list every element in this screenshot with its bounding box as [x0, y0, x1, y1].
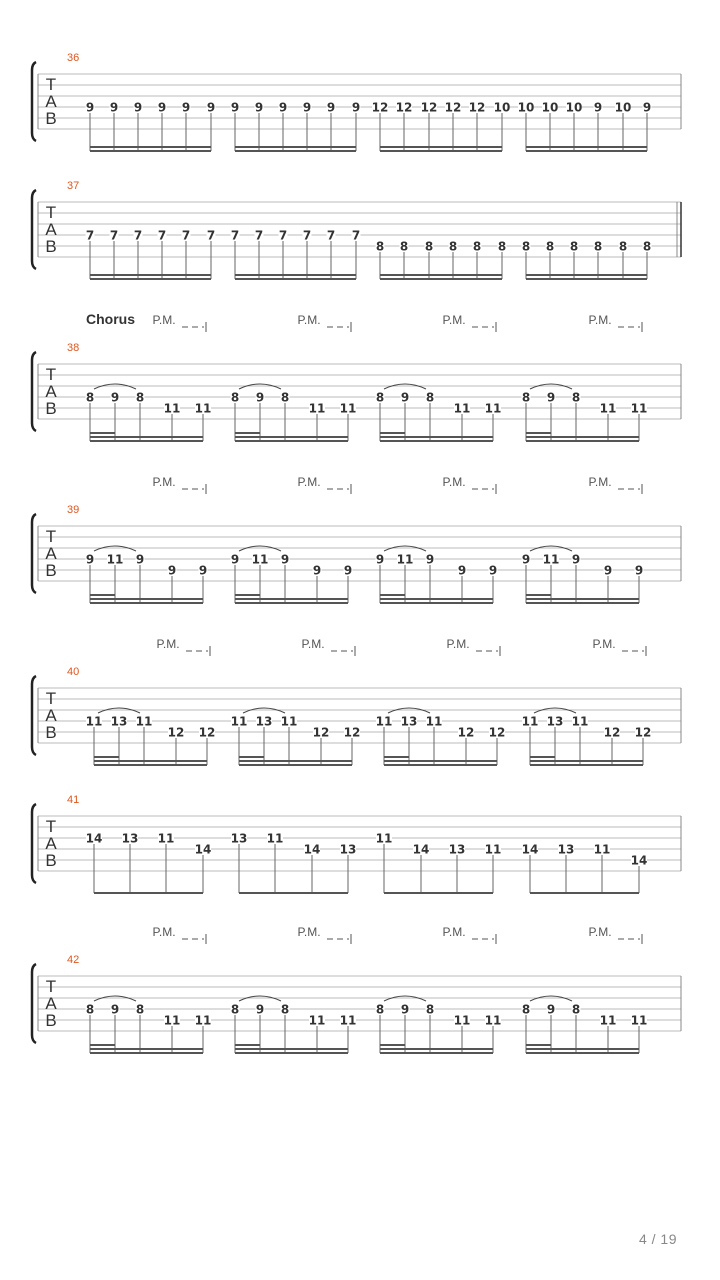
fret-number: 11 [375, 831, 393, 846]
fret-number: 13 [448, 842, 466, 857]
palm-mute-label: P.M. [152, 313, 176, 327]
tab-clef-b: B [45, 561, 57, 580]
page-number: 4 / 19 [638, 1231, 677, 1247]
measure-number: 40 [67, 666, 80, 678]
fret-number: 8 [593, 239, 603, 254]
system-37 [32, 180, 681, 279]
fret-number: 9 [375, 552, 385, 567]
fret-number: 9 [85, 552, 95, 567]
fret-number: 13 [339, 842, 357, 857]
fret-number: 9 [521, 552, 531, 567]
fret-number: 8 [375, 1002, 385, 1017]
fret-number: 9 [302, 100, 312, 115]
fret-number: 10 [541, 100, 559, 115]
fret-number: 11 [339, 1013, 357, 1028]
fret-number: 8 [280, 1002, 290, 1017]
fret-number: 7 [254, 228, 264, 243]
fret-number: 11 [593, 842, 611, 857]
fret-number: 8 [399, 239, 409, 254]
palm-mute-label: P.M. [588, 475, 612, 489]
fret-number: 9 [109, 100, 119, 115]
fret-number: 9 [400, 390, 410, 405]
fret-number: 8 [521, 239, 531, 254]
fret-number: 12 [395, 100, 413, 115]
fret-number: 11 [230, 714, 248, 729]
fret-number: 11 [194, 401, 212, 416]
fret-number: 8 [230, 390, 240, 405]
fret-number: 7 [133, 228, 143, 243]
fret-number: 8 [425, 390, 435, 405]
fret-number: 11 [453, 1013, 471, 1028]
fret-number: 8 [569, 239, 579, 254]
fret-number: 8 [521, 1002, 531, 1017]
fret-number: 14 [412, 842, 430, 857]
fret-number: 11 [599, 401, 617, 416]
fret-number: 9 [488, 563, 498, 578]
system-bracket [32, 62, 36, 141]
fret-number: 9 [593, 100, 603, 115]
fret-number: 7 [278, 228, 288, 243]
fret-number: 11 [308, 1013, 326, 1028]
fret-number: 12 [312, 725, 330, 740]
system-bracket [32, 514, 36, 593]
fret-number: 9 [278, 100, 288, 115]
fret-number: 8 [521, 390, 531, 405]
fret-number: 12 [198, 725, 216, 740]
fret-number: 12 [343, 725, 361, 740]
fret-number: 13 [230, 831, 248, 846]
fret-number: 9 [400, 1002, 410, 1017]
fret-number: 8 [85, 1002, 95, 1017]
fret-number: 12 [603, 725, 621, 740]
palm-mute-label: P.M. [297, 925, 321, 939]
fret-number: 11 [194, 1013, 212, 1028]
fret-number: 8 [642, 239, 652, 254]
fret-number: 9 [85, 100, 95, 115]
palm-mute-label: P.M. [592, 637, 616, 651]
fret-number: 8 [230, 1002, 240, 1017]
fret-number: 11 [308, 401, 326, 416]
fret-number: 9 [230, 100, 240, 115]
palm-mute-label: P.M. [442, 925, 466, 939]
tab-clef-b: B [45, 237, 57, 256]
fret-number: 11 [266, 831, 284, 846]
fret-number: 9 [642, 100, 652, 115]
system-42 [32, 925, 681, 1053]
palm-mute-label: P.M. [588, 313, 612, 327]
fret-number: 8 [571, 390, 581, 405]
tab-clef-a: A [45, 382, 57, 401]
measure-number: 39 [67, 504, 80, 516]
fret-number: 11 [157, 831, 175, 846]
fret-number: 9 [425, 552, 435, 567]
fret-number: 8 [571, 1002, 581, 1017]
tab-clef-b: B [45, 399, 57, 418]
tab-clef-b: B [45, 109, 57, 128]
fret-number: 11 [375, 714, 393, 729]
fret-number: 13 [400, 714, 418, 729]
tab-clef-t: T [45, 977, 57, 996]
fret-number: 12 [634, 725, 652, 740]
palm-mute-label: P.M. [297, 313, 321, 327]
fret-number: 9 [457, 563, 467, 578]
tab-clef-b: B [45, 851, 57, 870]
fret-number: 8 [135, 390, 145, 405]
tab-clef-t: T [45, 365, 57, 384]
tab-clef-t: T [45, 203, 57, 222]
fret-number: 9 [255, 1002, 265, 1017]
fret-number: 8 [280, 390, 290, 405]
system-bracket [32, 676, 36, 755]
fret-number: 10 [614, 100, 632, 115]
fret-number: 12 [167, 725, 185, 740]
fret-number: 13 [546, 714, 564, 729]
measure-number: 42 [67, 954, 80, 966]
fret-number: 14 [303, 842, 321, 857]
tab-clef-t: T [45, 689, 57, 708]
fret-number: 11 [484, 1013, 502, 1028]
fret-number: 9 [634, 563, 644, 578]
fret-number: 14 [630, 853, 648, 868]
fret-number: 9 [326, 100, 336, 115]
fret-number: 11 [251, 552, 269, 567]
fret-number: 7 [351, 228, 361, 243]
fret-number: 7 [326, 228, 336, 243]
fret-number: 7 [157, 228, 167, 243]
palm-mute-label: P.M. [442, 313, 466, 327]
fret-number: 9 [206, 100, 216, 115]
fret-number: 9 [110, 390, 120, 405]
tab-clef-a: A [45, 706, 57, 725]
fret-number: 9 [571, 552, 581, 567]
measure-number: 38 [67, 342, 80, 354]
tab-clef-a: A [45, 220, 57, 239]
fret-number: 10 [493, 100, 511, 115]
fret-number: 12 [371, 100, 389, 115]
fret-number: 11 [484, 401, 502, 416]
fret-number: 8 [472, 239, 482, 254]
fret-number: 11 [135, 714, 153, 729]
fret-number: 9 [133, 100, 143, 115]
fret-number: 8 [424, 239, 434, 254]
palm-mute-label: P.M. [156, 637, 180, 651]
fret-number: 14 [85, 831, 103, 846]
fret-number: 11 [396, 552, 414, 567]
tab-clef-t: T [45, 527, 57, 546]
tab-clef-a: A [45, 544, 57, 563]
fret-number: 8 [375, 239, 385, 254]
tab-clef-a: A [45, 92, 57, 111]
tab-clef-t: T [45, 817, 57, 836]
fret-number: 13 [557, 842, 575, 857]
fret-number: 8 [618, 239, 628, 254]
fret-number: 7 [85, 228, 95, 243]
tab-clef-a: A [45, 834, 57, 853]
fret-number: 9 [198, 563, 208, 578]
fret-number: 9 [110, 1002, 120, 1017]
system-38 [32, 311, 681, 441]
fret-number: 9 [343, 563, 353, 578]
palm-mute-label: P.M. [152, 925, 176, 939]
fret-number: 11 [484, 842, 502, 857]
fret-number: 11 [106, 552, 124, 567]
palm-mute-label: P.M. [152, 475, 176, 489]
fret-number: 11 [542, 552, 560, 567]
fret-number: 12 [444, 100, 462, 115]
fret-number: 8 [425, 1002, 435, 1017]
fret-number: 9 [351, 100, 361, 115]
fret-number: 12 [457, 725, 475, 740]
section-label: Chorus [86, 311, 135, 327]
fret-number: 12 [420, 100, 438, 115]
fret-number: 11 [163, 401, 181, 416]
fret-number: 7 [206, 228, 216, 243]
fret-number: 13 [110, 714, 128, 729]
system-bracket [32, 190, 36, 269]
fret-number: 8 [448, 239, 458, 254]
fret-number: 9 [546, 1002, 556, 1017]
fret-number: 8 [545, 239, 555, 254]
fret-number: 9 [135, 552, 145, 567]
fret-number: 10 [517, 100, 535, 115]
fret-number: 9 [255, 390, 265, 405]
fret-number: 10 [565, 100, 583, 115]
fret-number: 8 [85, 390, 95, 405]
fret-number: 11 [630, 1013, 648, 1028]
system-39 [32, 475, 681, 603]
fret-number: 11 [599, 1013, 617, 1028]
fret-number: 13 [121, 831, 139, 846]
tab-clef-b: B [45, 723, 57, 742]
system-bracket [32, 964, 36, 1043]
fret-number: 9 [280, 552, 290, 567]
fret-number: 9 [254, 100, 264, 115]
fret-number: 9 [312, 563, 322, 578]
system-40 [32, 637, 681, 765]
fret-number: 14 [521, 842, 539, 857]
system-bracket [32, 352, 36, 431]
palm-mute-label: P.M. [442, 475, 466, 489]
fret-number: 11 [630, 401, 648, 416]
palm-mute-label: P.M. [588, 925, 612, 939]
fret-number: 9 [546, 390, 556, 405]
fret-number: 11 [425, 714, 443, 729]
fret-number: 8 [497, 239, 507, 254]
fret-number: 9 [230, 552, 240, 567]
fret-number: 9 [181, 100, 191, 115]
fret-number: 11 [280, 714, 298, 729]
palm-mute-label: P.M. [446, 637, 470, 651]
fret-number: 11 [339, 401, 357, 416]
tab-clef-t: T [45, 75, 57, 94]
fret-number: 11 [453, 401, 471, 416]
fret-number: 8 [375, 390, 385, 405]
fret-number: 12 [468, 100, 486, 115]
fret-number: 11 [85, 714, 103, 729]
system-41 [32, 794, 681, 893]
fret-number: 12 [488, 725, 506, 740]
fret-number: 9 [157, 100, 167, 115]
fret-number: 7 [109, 228, 119, 243]
fret-number: 13 [255, 714, 273, 729]
tab-clef-a: A [45, 994, 57, 1013]
fret-number: 9 [167, 563, 177, 578]
measure-number: 37 [67, 180, 80, 192]
measure-number: 36 [67, 52, 80, 64]
fret-number: 11 [521, 714, 539, 729]
system-36 [32, 52, 681, 151]
system-bracket [32, 804, 36, 883]
fret-number: 14 [194, 842, 212, 857]
fret-number: 9 [603, 563, 613, 578]
measure-number: 41 [67, 794, 80, 806]
fret-number: 7 [230, 228, 240, 243]
fret-number: 7 [181, 228, 191, 243]
palm-mute-label: P.M. [297, 475, 321, 489]
palm-mute-label: P.M. [301, 637, 325, 651]
fret-number: 11 [163, 1013, 181, 1028]
fret-number: 11 [571, 714, 589, 729]
fret-number: 7 [302, 228, 312, 243]
fret-number: 8 [135, 1002, 145, 1017]
tab-clef-b: B [45, 1011, 57, 1030]
